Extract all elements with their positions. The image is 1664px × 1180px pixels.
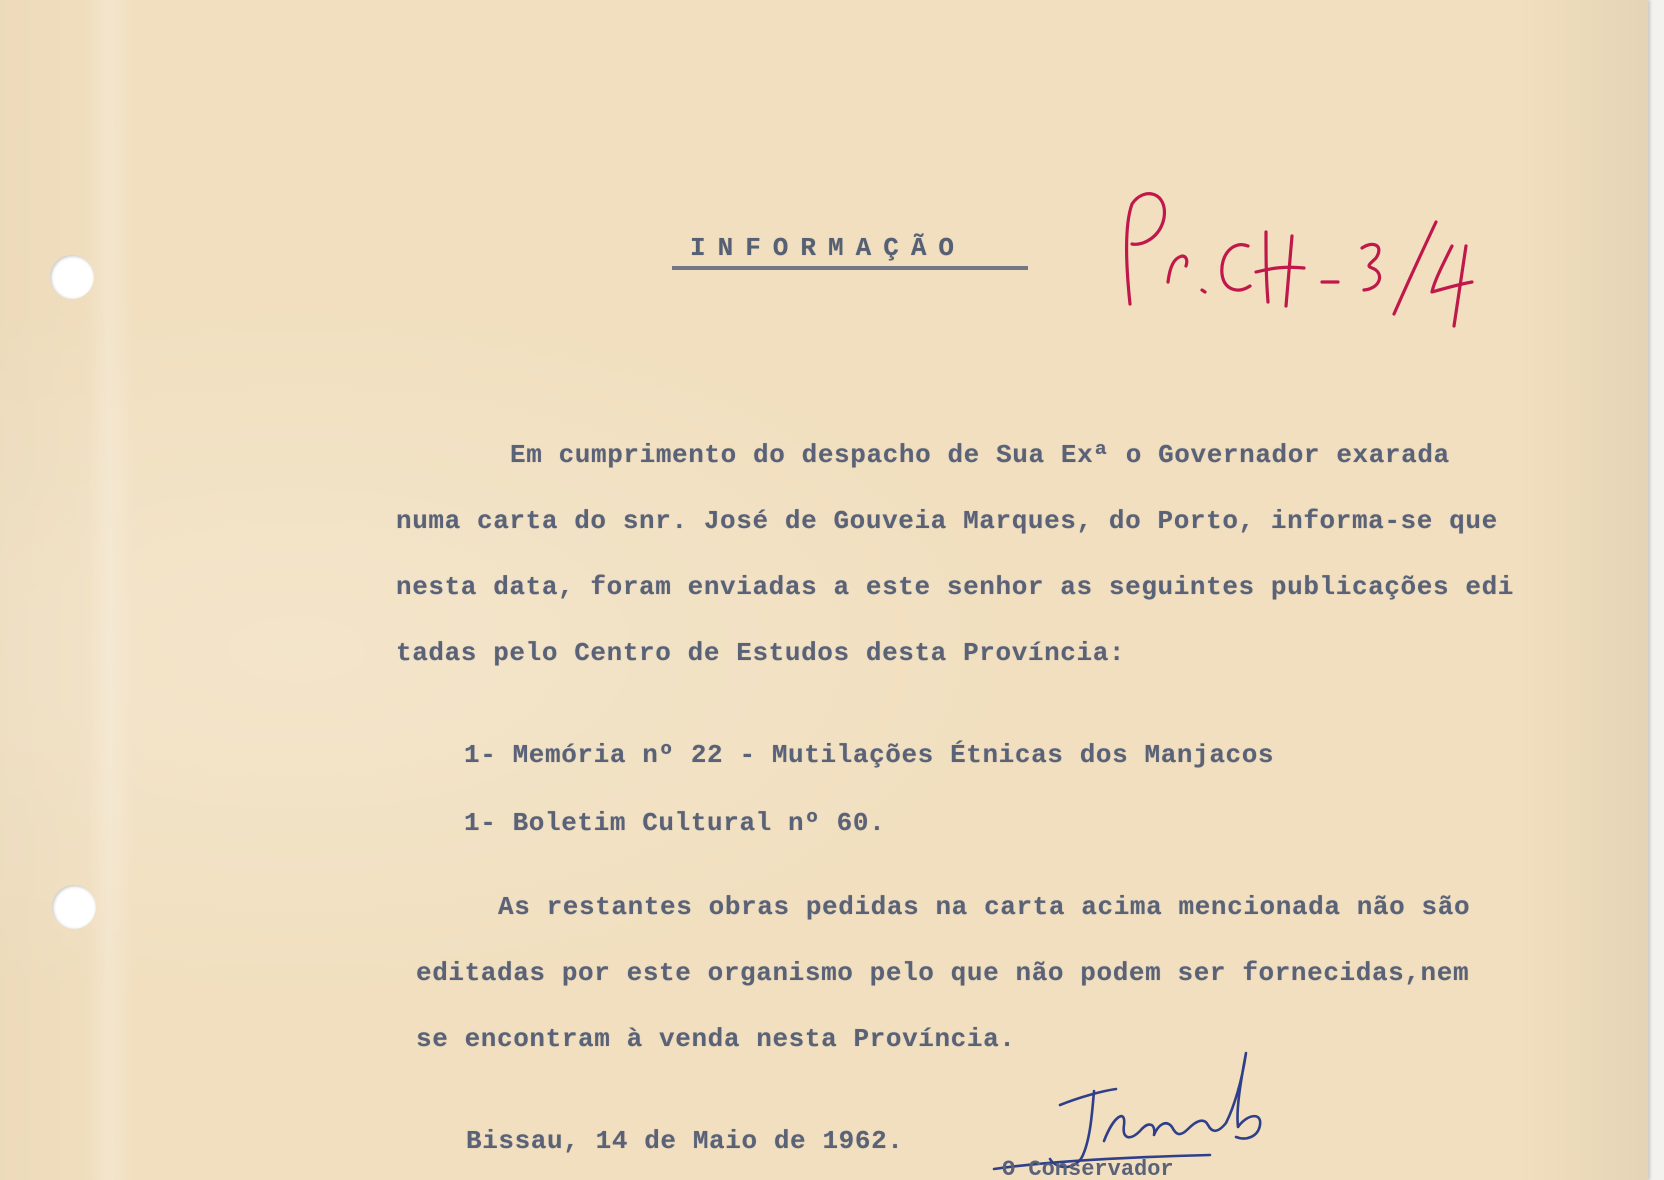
paragraph-1-line-4: tadas pelo Centro de Estudos desta Província:: [396, 638, 1126, 668]
title-underline: [672, 266, 1028, 270]
paragraph-1-line-2: numa carta do snr. José de Gouveia Marques, do Porto, informa-se que: [396, 506, 1498, 536]
handwritten-annotation: [1116, 186, 1482, 336]
list-item-1: 1- Memória nº 22 - Mutilações Étnicas dos Manjacos: [464, 740, 1275, 770]
paragraph-2-line-1: As restantes obras pedidas na carta acima mencionada não são: [498, 892, 1471, 922]
paragraph-1-line-3: nesta data, foram enviadas a este senhor as seguintes publicações edi: [396, 572, 1514, 602]
paragraph-2-line-3: se encontram à venda nesta Província.: [416, 1024, 1016, 1054]
list-item-2: 1- Boletim Cultural nº 60.: [464, 808, 886, 838]
date-line: Bissau, 14 de Maio de 1962.: [466, 1126, 904, 1156]
paragraph-1-line-1: Em cumprimento do despacho de Sua Exª o Governador exarada: [510, 440, 1450, 470]
punch-hole-bottom: [52, 885, 96, 929]
signature-caption: O Conservador: [1002, 1157, 1174, 1180]
punch-hole-top: [50, 255, 94, 299]
paragraph-2-line-2: editadas por este organismo pelo que não podem ser fornecidas,nem: [416, 958, 1470, 988]
document-title: INFORMAÇÃO: [690, 233, 967, 263]
paper-fold: [88, 0, 134, 1180]
